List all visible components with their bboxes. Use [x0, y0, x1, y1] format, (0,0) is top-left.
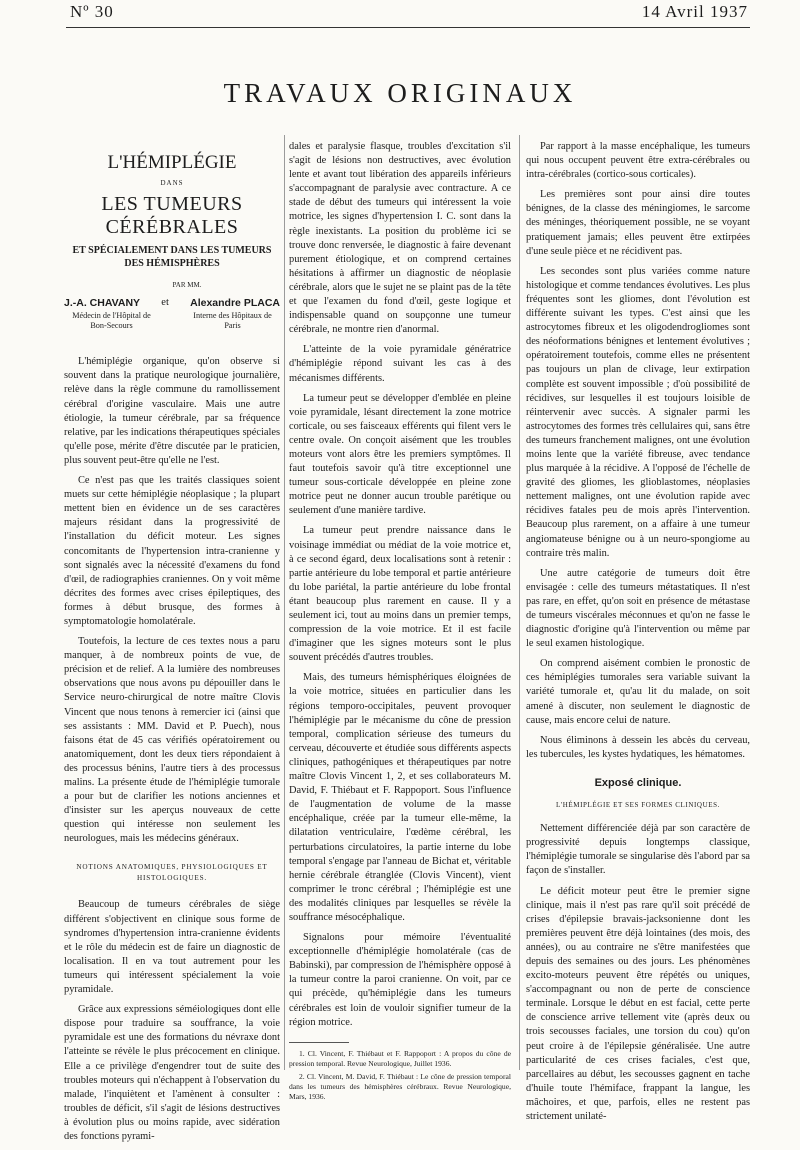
- column-divider-1: [284, 135, 285, 1070]
- article-par: PAR MM.: [172, 281, 202, 290]
- author-1: J.-A. CHAVANY: [64, 297, 141, 310]
- paragraph: Les secondes sont plus variées comme nature histologique et comme tendances évolutives. Les plus fréquentes sont les gliomes, dont l'évolution est différente suivant les types. C'est ainsi que les astrocytomes fibreux et les oligodendrogliomes sont des néoformations bénignes et lentement évolutives ; opératoirement toutefois, comme elles ne présentent pas toujours un plan de clivage, leur extirpation complète est souvent impossible ; d'où possibilité de récidives, sur lesquelles il est toujours loisible de réintervenir avec succès. A signaler parmi les astrocytomes des formes très cellulaires qui, sans être des tumeurs franchement malignes, ont une évolution moins lente que la variété fibreuse, avec tendance plus marquée à la récidive. A l'opposé de l'échelle de gravité des gliomes, les glioblastomes, néoplasies nettement malignes, ont une évolution rapide avec récidives fatales peu de mois après l'intervention. Beaucoup plus rarement, on a affaire à une tumeur angiomateuse bénigne ou à un neuro-spongiome au contraire très malin.: [526, 265, 750, 559]
- paragraph: L'hémiplégie organique, qu'on observe si souvent dans la pratique neurologique journalière, relève dans la règle commune du ramollissement cérébral d'origine vasculaire. Mais une autre étiologie, la tumeur cérébrale, par sa fréquence relative, par les indications thérapeutiques spéciales qu'elle pose, mérite d'être discutée par le praticien, plus souvent peut-être qu'elle ne l'est.: [64, 356, 280, 466]
- paragraph: Par rapport à la masse encéphalique, les tumeurs qui nous occupent peuvent être extra-cérébrales ou intra-cérébrales (cortico-sous corticales).: [526, 141, 750, 181]
- section-title: TRAVAUX ORIGINAUX: [223, 78, 577, 108]
- paragraph: dales et paralysie flasque, troubles d'excitation s'il s'agit de lésions non destructives, avec évolution lente et avant tout libération des appareils inférieurs s'accompagnant de paralysie avec contracture. A ce stade de début des tumeurs qui intéressent la voie motrice, les signes d'hypertension I. C. sont dans la règle inexistants. La position du problème ici se trouve donc renversée, le diagnostic à faire devenant purement étiologique, et on comprend certaines hésitations à affirmer un diagnostic de néoplasie cérébrale, alors que le sujet ne se plaint pas de la tête et que l'examen du fond d'œil, geste logique et indispensable quand on soupçonne une tumeur cérébrale, ne montre rien d'anormal.: [289, 141, 511, 336]
- paragraph: Les premières sont pour ainsi dire toutes bénignes, de la classe des méningiomes, le sarcome des méninges, théoriquement possible, ne se voyant pratiquement jamais; elles peuvent être extirpées d'une seule pièce et ne récidivent pas.: [526, 189, 750, 257]
- column-1: [64, 140, 280, 1150]
- author-et: et: [161, 297, 169, 309]
- paragraph: Signalons pour mémoire l'éventualité exceptionnelle d'hémiplégie homolatérale (cas de Babinski), par compression de l'hémisphère opposé à la tumeur contre la paroi cranienne. On voit, par ce qui précède, qu'hémiplégie dans les tumeurs cérébrales est loin de vouloir signifier tumeur de la région motrice.: [289, 932, 511, 1028]
- issue-number: Nº 30: [70, 2, 114, 21]
- paragraph: Une autre catégorie de tumeurs doit être envisagée : celle des tumeurs métastatiques. Il n'est pas rare, en effet, qu'on soit en présence de métastase de tumeurs viscérales méconnues et qu'on ne fasse le diagnostic d'origine qu'à l'intervention ou même par le seul examen histologique.: [526, 567, 750, 650]
- paragraph: Le déficit moteur peut être le premier signe clinique, mais il n'est pas rare qu'il soit précédé de crises d'épilepsie bravais-jacksonienne dont les premières peuvent être déjà lointaines (des mois, des années), ou au contraire ne s'être manifestées que depuis des semaines ou des jours. Les phénomènes excito-moteurs peuvent être répétés ou uniques, s'accompagnant ou non de perte de conscience terminale. Lorsque le début en est facial, cette perte de conscience arrive tellement vite (après deux ou trois secousses faciales, une torsion du cou) qu'on peut croire à de l'épilepsie généralisée. Une autre particularité de ces crises faciales, c'est que, parcellaires au début, les secousses gagnent en tache d'huile toute l'hémiface, frappant la langue, les mâchoires, et que, parfois, elles ne restent pas strictement unilaté-: [526, 885, 750, 1122]
- article-subtitle: LES TUMEURS CÉRÉBRALES: [101, 193, 243, 239]
- paragraph: On comprend aisément combien le pronostic de ces hémiplégies tumorales sera variable suivant la variété tumorale et, qu'au lit du malade, on soit amené à discuter, non seulement le diagnostic de cause, mais encore celui de nature.: [526, 658, 750, 726]
- paragraph: Toutefois, la lecture de ces textes nous a paru manquer, à de nombreux points de vue, de précision et de relief. A la lumière des nombreuses observations que nous avons pu dépouiller dans le Service neuro-chirurgical de notre maître Clovis Vincent que nous tenons à remercier ici (ainsi que ses assistants : MM. David et P. Puech), nous faisons état de 45 cas vérifiés opératoirement ou anatomiquement, dont les deux tiers répondaient à des processus bénins, l'autre tiers à des processus malins. La présente étude de l'hémiplégie tumorale a pour but de clarifier les notions anciennes et d'insister sur les aperçus nouveaux de cette question qui intéresse non seulement les neurologues, mais les médecins généraux.: [64, 636, 280, 845]
- paragraph: Grâce aux expressions séméiologiques dont elle dispose pour traduire sa souffrance, la voie pyramidale est une des formations du névraxe dont l'atteinte se révèle le plus précocement en clinique. Elle a ce privilège d'engendrer tout de suite des troubles moteurs qui n'échappent à l'observation du malade, l'inquiètent et l'amènent à consulter : troubles de déficit, s'il s'agit de lésions destructives à évolution plus ou moins rapide, avec sidération des fonctions pyrami-: [64, 1004, 280, 1142]
- column-divider-2: [519, 135, 520, 1070]
- subsection-heading: L'HÉMIPLÉGIE ET SES FORMES CLINIQUES.: [556, 801, 720, 810]
- article-title: L'HÉMIPLÉGIE: [107, 152, 237, 173]
- column-3: [526, 140, 750, 1130]
- paragraph: Nous éliminons à dessein les abcès du cerveau, les tubercules, les kystes hydatiques, les hématomes.: [526, 734, 750, 760]
- section-heading: NOTIONS ANATOMIQUES, PHYSIOLOGIQUES ET HISTOLOGIQUES.: [76, 863, 268, 883]
- paragraph: La tumeur peut prendre naissance dans le voisinage immédiat ou médiat de la voie motrice et, à ce second égard, deux localisations sont à retenir : partie antérieure du lobe temporal et partie antérieure du lobe pariétal, la partie antérieure du lobe frontal étant beaucoup plus rarement en cause. Il y a seulement ici, tout au moins dans un premier temps, compression de la voie motrice. Et il est facile d'imaginer que les signes moteurs sont le plus souvent précédés d'autres troubles.: [289, 525, 511, 664]
- section-heading: Exposé clinique.: [594, 776, 682, 789]
- footnote-rule: [289, 1042, 349, 1043]
- paragraph: Nettement différenciée déjà par son caractère de progressivité depuis longtemps classique, l'hémiplégie tumorale se singularise dès l'abord par sa façon de s'installer.: [526, 823, 750, 877]
- paragraph: Mais, des tumeurs hémisphériques éloignées de la voie motrice, situées en particulier dans les régions temporo-occipitales, peuvent provoquer l'hémiplégie par le mécanisme du cône de pression temporal, complication sérieuse des tumeurs du cerveau, découverte et étudiée sous différents aspects cliniques, pathogéniques et thérapeutiques par notre maître Clovis Vincent 1, 2, et ses collaborateurs M. David, F. Thiébaut et F. Rappoport. Sous l'influence de l'augmentation de volume de la masse encéphalique, créée par la tumeur elle-même, la dilatation ventriculaire, l'œdème cérébral, les perturbations circulatoires, la partie interne du lobe temporal s'engage par l'anneau de Bichat et, véritable hernie cérébrale étranglée (Clovis Vincent), vient comprimer le tronc cérébral ; l'hémiplégie est une des modalités cliniques par lesquelles se révèle la souffrance mésocéphalique.: [289, 672, 511, 923]
- authors-line: [64, 296, 280, 310]
- paragraph: La tumeur peut se développer d'emblée en pleine voie pyramidale, lésant directement la zone motrice corticale, ou ses faisceaux efférents qui filent vers le centre ovale. On conçoit aisément que les troubles moteurs vont alors être les premiers symptômes. Il faut toutefois savoir qu'à titre exceptionnel une tumeur sous-corticale développée en pleine zone motrice peut ne donner aucun trouble parétique ou seulement d'une manière tardive.: [289, 392, 511, 517]
- footnote: 2. Cl. Vincent, M. David, F. Thiébaut : Le cône de pression temporal dans les tumeurs des hémisphères cérébraux. Revue Neurologique, Mars, 1936.: [289, 1071, 511, 1101]
- column-2: [289, 140, 511, 1105]
- footnote: 1. Cl. Vincent, F. Thiébaut et F. Rappoport : A propos du cône de pression temporal. Revue Neurologique, Juillet 1936.: [289, 1048, 511, 1068]
- affiliation-2: Interne des Hôpitaux de Paris: [193, 311, 272, 331]
- header-rule: [66, 27, 750, 28]
- article-subtitle-2: ET SPÉCIALEMENT DANS LES TUMEURS DES HÉMISPHÈRES: [72, 245, 272, 270]
- paragraph: Ce n'est pas que les traités classiques soient muets sur cette hémiplégie néoplasique ; la plupart mettent bien en évidence un de ses caractères majeurs résidant dans la progressivité de l'installation du déficit moteur. Les signes concomitants de l'hypertension intra-cranienne y sont signalés avec la nécessité d'examens du fond d'œil, de radiographies craniennes. On y voit même décrites des formes avec crises épileptiques, des formes à début brusque, des formes à symptomatologie homolatérale.: [64, 475, 280, 627]
- paragraph: L'atteinte de la voie pyramidale génératrice d'hémiplégie répond suivant les cas à des mécanismes différents.: [289, 344, 511, 384]
- paragraph: Beaucoup de tumeurs cérébrales de siège différent s'objectivent en clinique sous forme de syndromes d'hypertension intra-cranienne évidents et le rôle du médecin est de faire un diagnostic de localisation. Il en va tout autrement pour les tumeurs qui intéressent spécialement la voie pyramidale.: [64, 899, 280, 996]
- affiliations: [64, 311, 280, 331]
- author-2: Alexandre PLACA: [190, 297, 280, 310]
- affiliation-1: Médecin de l'Hôpital de Bon-Secours: [72, 311, 151, 331]
- issue-date: 14 Avril 1937: [641, 2, 748, 21]
- article-dans: DANS: [160, 179, 184, 187]
